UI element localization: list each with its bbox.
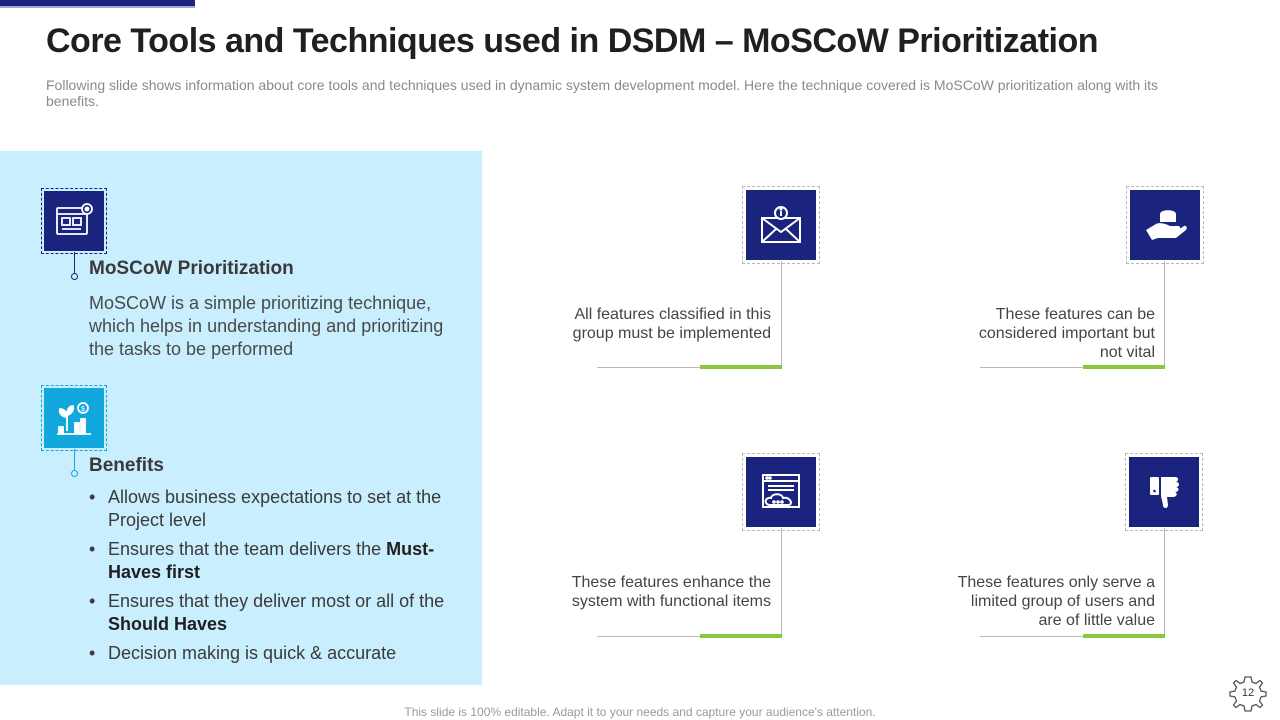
connector-line-1: [74, 252, 75, 274]
card-2-connector: [1164, 261, 1165, 367]
svg-text:$: $: [81, 406, 85, 413]
envelope-info-icon: [746, 190, 816, 260]
connector-line-2: [74, 449, 75, 471]
card-4-text: These features only serve a limited group of users and are of little value: [957, 574, 1155, 629]
connector-dot-1: [71, 273, 78, 280]
footer-note: This slide is 100% editable. Adapt it to your needs and capture your audience's attention.: [404, 705, 876, 719]
connector-dot-2: [71, 470, 78, 477]
benefit-item: • Allows business expectations to set at the Project level: [89, 486, 449, 532]
page-number: 12: [1241, 687, 1255, 699]
card-1-text: All features classified in this group must be implemented: [572, 306, 771, 342]
page-number-badge: [1228, 674, 1268, 714]
thumbs-down-icon: [1129, 457, 1199, 527]
benefit-item: • Ensures that the team delivers the Must-Haves first: [89, 538, 449, 584]
section-title-benefits: Benefits: [89, 455, 164, 476]
priority-board-icon: [44, 191, 104, 251]
card-2-accent: [1083, 365, 1165, 369]
slide-title: Core Tools and Techniques used in DSDM – MoSCoW Prioritization: [46, 22, 1099, 60]
hand-holding-icon: [1130, 190, 1200, 260]
section-description-moscow: MoSCoW is a simple prioritizing technique, which helps in understanding and prioritizing the tasks to be performed: [89, 293, 444, 359]
slide-subtitle: Following slide shows information about core tools and techniques used in dynamic system development model. Here the technique covered is MoSCoW prioritization along with its benefits.: [46, 77, 1159, 109]
benefit-item: • Ensures that they deliver most or all of the Should Haves: [89, 590, 449, 636]
card-4-accent: [1083, 634, 1165, 638]
top-accent-bar-shadow: [0, 6, 195, 8]
card-3-text: These features enhance the system with functional items: [571, 574, 771, 610]
card-2-text: These features can be considered important but not vital: [978, 306, 1155, 361]
section-title-moscow: MoSCoW Prioritization: [89, 258, 294, 279]
growth-plant-icon: [44, 388, 104, 448]
benefits-list: [89, 486, 449, 671]
card-3-accent: [700, 634, 782, 638]
card-3-connector: [781, 528, 782, 636]
card-1-connector: [781, 261, 782, 367]
browser-cloud-icon: [746, 457, 816, 527]
benefit-item: • Decision making is quick & accurate: [89, 642, 449, 665]
card-4-connector: [1164, 528, 1165, 636]
card-1-accent: [700, 365, 782, 369]
